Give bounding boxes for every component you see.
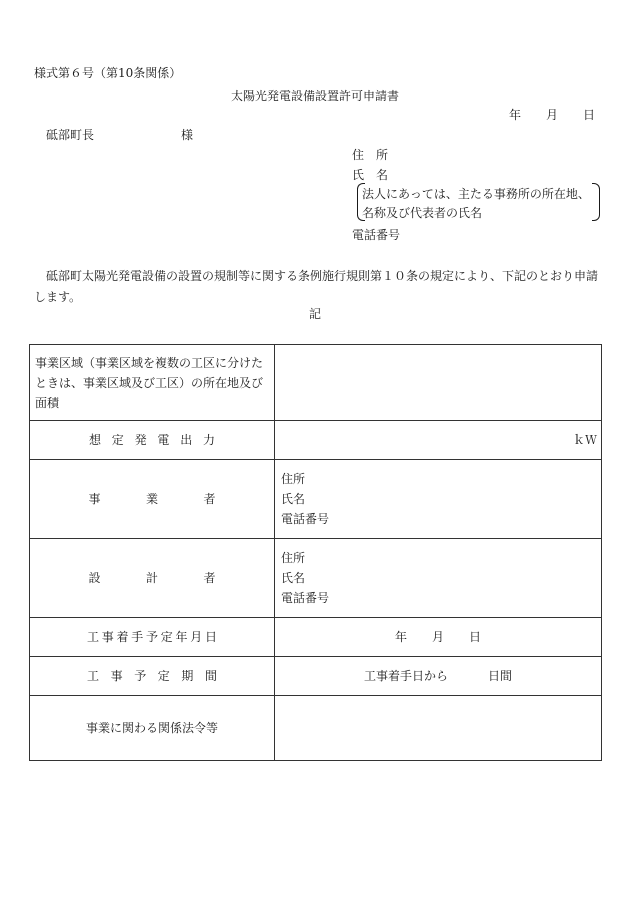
designer-value[interactable] bbox=[275, 539, 602, 618]
applicant-name-label: 氏 名 bbox=[352, 168, 389, 182]
ki-mark: 記 bbox=[308, 307, 321, 321]
corporate-note-line1: 法人にあっては、主たる事務所の所在地、 bbox=[362, 187, 590, 201]
addressee: 砥部町長 bbox=[46, 128, 95, 142]
table-row-output bbox=[30, 421, 602, 460]
designer-phone-label: 電話番号 bbox=[281, 591, 330, 605]
operator-phone-label: 電話番号 bbox=[281, 512, 330, 526]
output-label: 想定発電出力 bbox=[89, 433, 215, 447]
start-date-day: 日 bbox=[469, 630, 482, 644]
corporate-note-line2: 名称及び代表者の氏名 bbox=[362, 206, 483, 220]
period-label: 工事予定期間 bbox=[87, 669, 217, 683]
period-suffix: 日間 bbox=[488, 669, 513, 683]
table-row-period bbox=[30, 657, 602, 696]
applicant-phone-label: 電話番号 bbox=[352, 228, 401, 242]
designer-name-label: 氏名 bbox=[281, 571, 306, 585]
output-label-cell bbox=[30, 421, 275, 460]
start-date-year: 年 bbox=[394, 630, 407, 644]
laws-label: 事業に関わる関係法令等 bbox=[30, 696, 275, 761]
application-form-table bbox=[29, 344, 602, 761]
honorific: 様 bbox=[181, 128, 194, 142]
operator-label: 事業者 bbox=[88, 492, 216, 506]
operator-label-cell bbox=[30, 460, 275, 539]
period-prefix: 工事着手日から bbox=[363, 669, 448, 683]
start-date-label: 工事着手予定年月日 bbox=[87, 630, 217, 644]
applicant-address-label: 住 所 bbox=[352, 148, 389, 162]
period-value[interactable] bbox=[275, 657, 602, 696]
document-title: 太陽光発電設備設置許可申請書 bbox=[230, 89, 399, 103]
start-date-month: 月 bbox=[431, 630, 444, 644]
operator-address-label: 住所 bbox=[281, 472, 306, 486]
laws-value[interactable] bbox=[275, 696, 602, 761]
application-statement: 砥部町太陽光発電設備の設置の規制等に関する条例施行規則第１０条の規定により、下記のとおり申請します。 bbox=[34, 269, 599, 304]
table-row-start-date bbox=[30, 618, 602, 657]
table-row-laws bbox=[30, 696, 602, 761]
operator-value[interactable] bbox=[275, 460, 602, 539]
designer-address-label: 住所 bbox=[281, 551, 306, 565]
application-date bbox=[509, 108, 595, 122]
date-month: 月 bbox=[546, 108, 559, 122]
table-row-designer bbox=[30, 539, 602, 618]
output-unit: ｋＷ bbox=[572, 433, 597, 447]
date-day: 日 bbox=[583, 108, 596, 122]
designer-label: 設計者 bbox=[88, 571, 216, 585]
area-label: 事業区域（事業区域を複数の工区に分けたときは、事業区域及び工区）の所在地及び面積 bbox=[30, 345, 275, 421]
table-row-operator bbox=[30, 460, 602, 539]
output-value[interactable] bbox=[275, 421, 602, 460]
area-value[interactable] bbox=[275, 345, 602, 421]
date-year: 年 bbox=[509, 108, 522, 122]
period-label-cell bbox=[30, 657, 275, 696]
start-date-label-cell bbox=[30, 618, 275, 657]
form-number: 様式第６号（第10条関係） bbox=[34, 66, 182, 80]
start-date-value[interactable] bbox=[275, 618, 602, 657]
operator-name-label: 氏名 bbox=[281, 492, 306, 506]
table-row-area bbox=[30, 345, 602, 421]
designer-label-cell bbox=[30, 539, 275, 618]
